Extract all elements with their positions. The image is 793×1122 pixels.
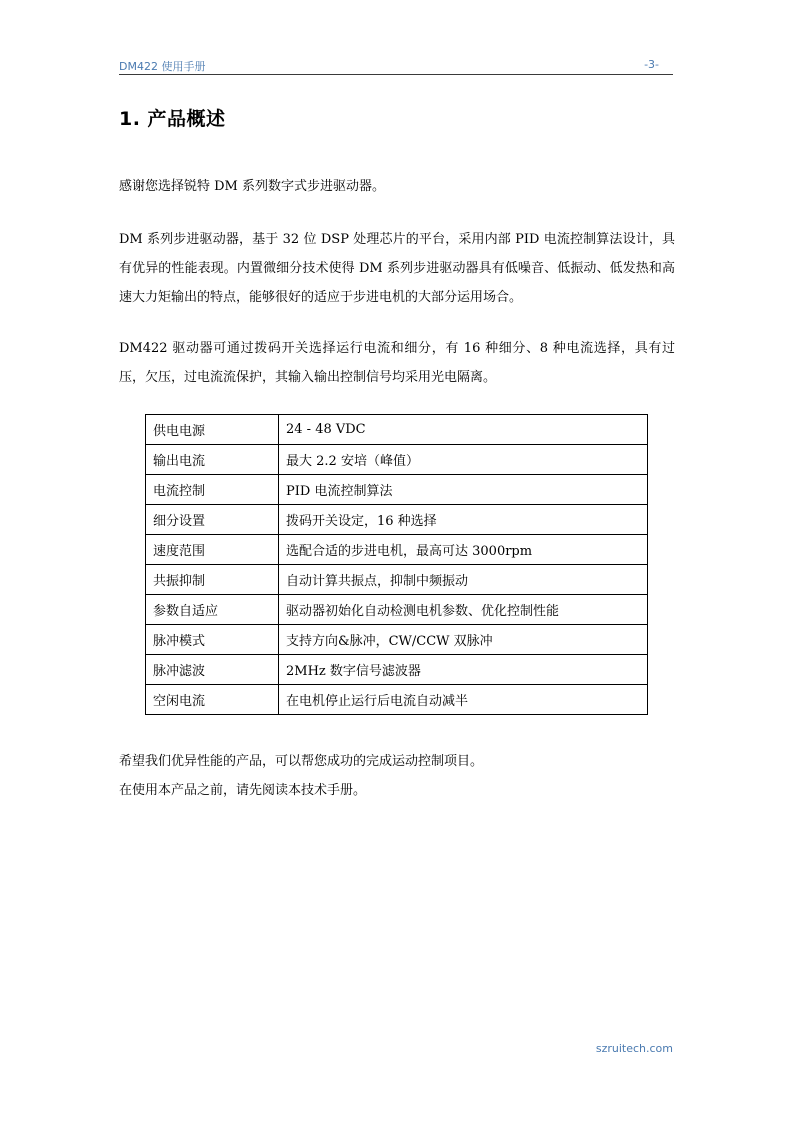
footer-website: szruitech.com <box>595 1042 673 1055</box>
spec-value: PID 电流控制算法 <box>279 475 648 505</box>
closing-line: 在使用本产品之前，请先阅读本技术手册。 <box>119 783 367 798</box>
table-row <box>146 685 648 715</box>
table-row <box>146 655 648 685</box>
spec-label: 共振抑制 <box>146 565 279 595</box>
intro-paragraph: 感谢您选择锐特 DM 系列数字式步进驱动器。 <box>119 179 385 194</box>
table-row <box>146 565 648 595</box>
table-row <box>146 535 648 565</box>
table-row <box>146 595 648 625</box>
spec-label: 脉冲模式 <box>146 625 279 655</box>
overview-paragraph: DM 系列步进驱动器，基于 32 位 DSP 处理芯片的平台，采用内部 PID 电流控制算法设计，具有优异的性能表现。内置微细分技术使得 DM 系列步进驱动器具有低噪音、低振动、低发热和高速大力矩输出的特点，能够很好的适应于步进电机的大部分运用场合。 <box>119 232 675 305</box>
spec-label: 输出电流 <box>146 445 279 475</box>
features-paragraph: DM422 驱动器可通过拨码开关选择运行电流和细分，有 16 种细分、8 种电流选择，具有过压，欠压，过电流流保护，其输入输出控制信号均采用光电隔离。 <box>119 341 675 385</box>
spec-value: 拨码开关设定，16 种选择 <box>279 505 648 535</box>
table-row <box>146 475 648 505</box>
spec-table <box>145 414 648 715</box>
spec-label: 脉冲滤波 <box>146 655 279 685</box>
table-row <box>146 445 648 475</box>
spec-label: 细分设置 <box>146 505 279 535</box>
spec-label: 速度范围 <box>146 535 279 565</box>
manual-title: DM422 使用手册 <box>119 60 206 73</box>
section-title: 1. 产品概述 <box>119 108 226 130</box>
spec-label: 参数自适应 <box>146 595 279 625</box>
spec-label: 供电电源 <box>146 415 279 445</box>
table-row <box>146 505 648 535</box>
spec-value: 选配合适的步进电机，最高可达 3000rpm <box>279 535 648 565</box>
spec-value: 在电机停止运行后电流自动减半 <box>279 685 648 715</box>
spec-label: 空闲电流 <box>146 685 279 715</box>
page-header <box>119 56 673 75</box>
closing-text <box>119 747 483 805</box>
spec-value: 自动计算共振点，抑制中频振动 <box>279 565 648 595</box>
closing-line: 希望我们优异性能的产品，可以帮您成功的完成运动控制项目。 <box>119 754 484 769</box>
spec-label: 电流控制 <box>146 475 279 505</box>
spec-value: 支持方向&脉冲，CW/CCW 双脉冲 <box>279 625 648 655</box>
table-row <box>146 625 648 655</box>
spec-value: 2MHz 数字信号滤波器 <box>279 655 648 685</box>
spec-value: 驱动器初始化自动检测电机参数、优化控制性能 <box>279 595 648 625</box>
page-number: -3- <box>644 58 659 71</box>
table-row <box>146 415 648 445</box>
spec-value: 最大 2.2 安培（峰值） <box>279 445 648 475</box>
spec-value: 24 - 48 VDC <box>279 415 648 445</box>
